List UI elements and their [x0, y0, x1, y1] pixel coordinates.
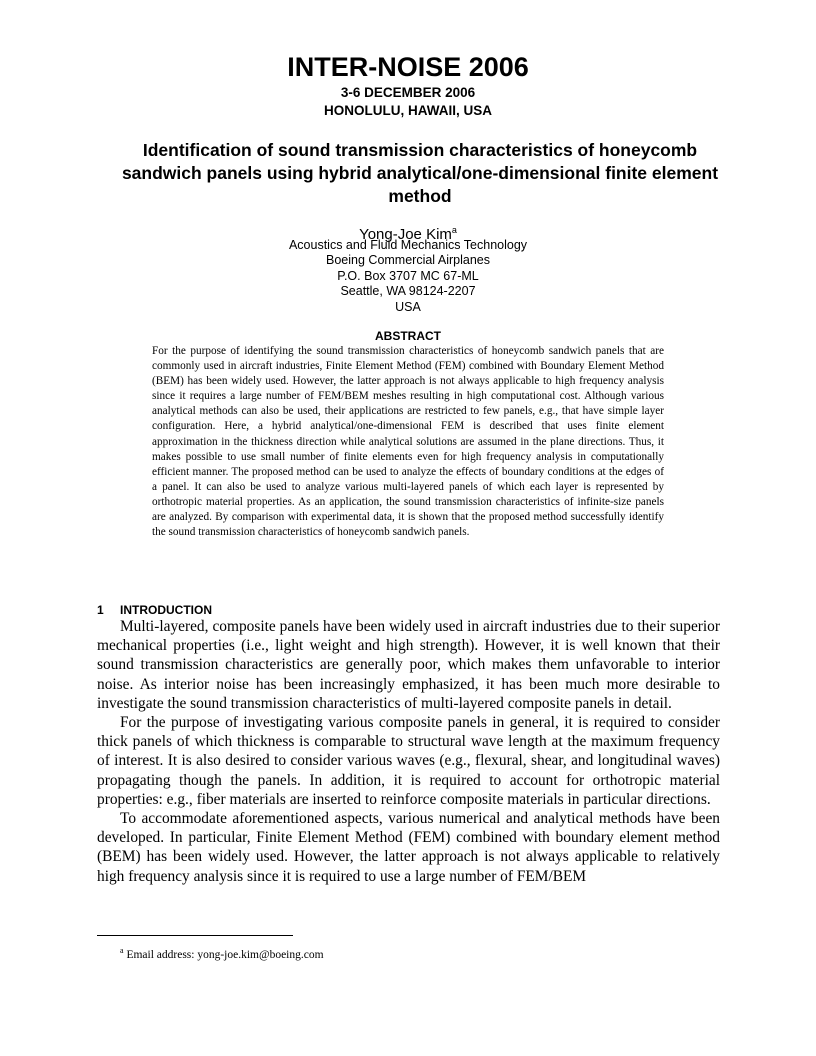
affiliation-line: USA: [395, 299, 421, 314]
abstract-text: For the purpose of identifying the sound transmission characteristics of honeycomb sandwich panels that are commonly used in aircraft industries, Finite Element Method (FEM) combined with Boundary Element Method (BEM) has been widely used. However, the latter approach is not always applicable to high frequency analysis since it requires a large number of FEM/BEM meshes resulting in high computational cost. Although various analytical methods can also be used, their applications are restricted to few panels, e.g., that have simple layer configuration. Here, a hybrid analytical/one-dimensional FEM is described that uses finite element approximation in the thickness direction while analytical solutions are assumed in the plane directions. Thus, it makes possible to use small number of finite elements even for high frequency analysis in computationally efficient manner. The proposed method can be used to analyze the effects of boundary conditions at the edges of a panel. It can also be used to analyze various multi-layered panels of which each layer is represented by orthotropic material properties. As an application, the sound transmission characteristics of infinite-size panels are analyzed. By comparison with experimental data, it is shown that the proposed method successfully identify the sound transmission characteristics of honeycomb sandwich panels.: [152, 345, 664, 539]
affiliation-line: Seattle, WA 98124-2207: [340, 284, 476, 299]
footnote-mark: a: [120, 946, 124, 955]
paragraph: Multi-layered, composite panels have been widely used in aircraft industries due to their superior mechanical properties (i.e., light weight and high strength). However, it is well known that their sound transmission characteristics are generally poor, which makes them unfavorable to interior noise. As interior noise has been increasingly emphasized, it has been much more desirable to investigate the sound transmission characteristics of multi-layered composite panels in detail.: [97, 618, 720, 712]
paragraph: For the purpose of investigating various composite panels in general, it is required to consider thick panels of which thickness is comparable to structural wave length at the maximum frequency of interest. It is also desired to consider various waves (e.g., flexural, shear, and longitudinal waves) propagating though the panels. In addition, it is required to account for orthotropic material properties: e.g., fiber materials are inserted to reinforce composite materials in particular directions.: [97, 714, 720, 808]
footnote: [120, 944, 324, 962]
paragraph: To accommodate aforementioned aspects, various numerical and analytical methods have been developed. In particular, Finite Element Method (FEM) combined with boundary element method (BEM) has been widely used. However, the latter approach is not always applicable to relatively high frequency analysis since it is required to use a large number of FEM/BEM: [97, 810, 720, 885]
affiliation: [0, 238, 816, 315]
affiliation-line: Acoustics and Fluid Mechanics Technology: [288, 238, 528, 252]
paper-title: Identification of sound transmission characteristics of honeycomb sandwich panels using hybrid analytical/one-dimensional finite element method: [121, 140, 719, 206]
conference-location: HONOLULU, HAWAII, USA: [324, 103, 492, 118]
affiliation-line: Boeing Commercial Airplanes: [326, 253, 490, 268]
abstract-heading: ABSTRACT: [375, 329, 441, 343]
conference-dates: 3-6 DECEMBER 2006: [340, 85, 476, 100]
author-name: Yong-Joe Kim: [359, 226, 452, 243]
conference-title: INTER-NOISE 2006: [287, 52, 529, 82]
affiliation-line: P.O. Box 3707 MC 67-ML: [337, 268, 479, 283]
footnote-text: Email address: yong-joe.kim@boeing.com: [126, 948, 324, 961]
introduction-body: [97, 617, 720, 886]
section-number: 1: [97, 603, 104, 617]
section-heading: INTRODUCTION: [120, 603, 212, 617]
author-footnote-mark: a: [451, 225, 457, 235]
footnote-rule: [97, 935, 293, 936]
